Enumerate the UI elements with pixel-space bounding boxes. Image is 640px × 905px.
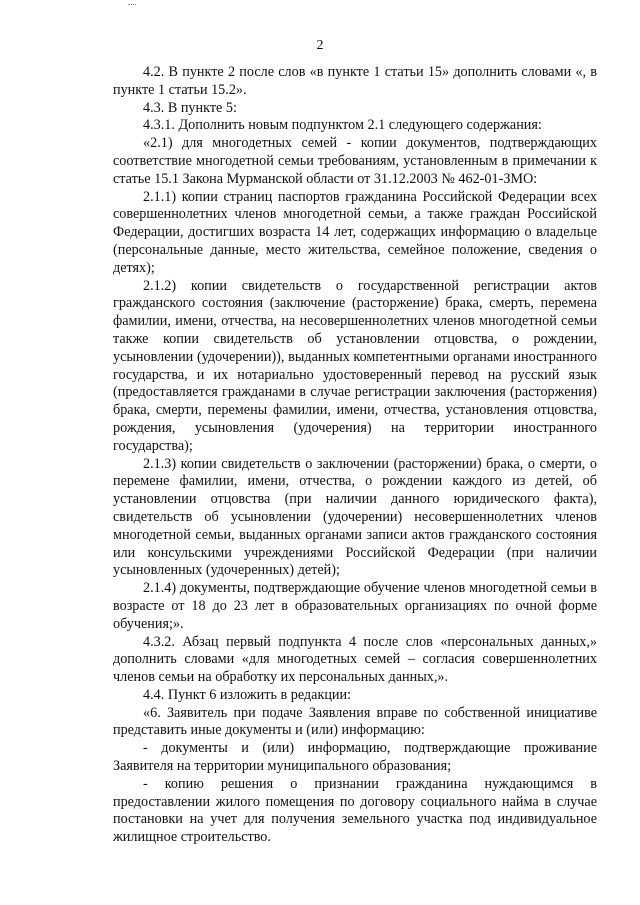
paragraph-4-4: 4.4. Пункт 6 изложить в редакции:: [143, 686, 352, 703]
paragraph-4-2: 4.2. В пункте 2 после слов «в пункте 1 статьи 15» дополнить словами «, в пункте 1 статьи 15.2».: [113, 64, 597, 98]
paragraph-2-1-3: 2.1.3) копии свидетельств о заключении (расторжении) брака, о смерти, о перемене фамилии, имени, отчества, о рождении каждого из детей, об установлении отцовства (при наличии данного юридического факта), свидетельств об усыновлении (удочерении) несовершеннолетних членов многодетной семьи, выданных органами записи актов гражданского состояния или консульскими учреждениями Российской Федерации (при наличии усыновленных (удочеренных) детей);: [113, 455, 597, 579]
paragraph-2-1-2: 2.1.2) копии свидетельств о государственной регистрации актов гражданского состояния (заключение (расторжение) брака, смерть, перемена фамилии, имени, отчества, на несовершеннолетних членов многодетной семьи также копии свидетельств об установлении отцовства, о рождении, усыновлении (удочерении)), выданных компетентными органами иностранного государства, и их нотариально удостоверенный перевод на русский язык (предоставляется гражданами в случае регистрации заключения (расторжения) брака, смерти, перемены фамилии, имени, отчества, установления отцовства, рождения, усыновления (удочерения) на территории иностранного государства);: [113, 277, 597, 454]
scan-artifact: [128, 4, 136, 8]
paragraph-4-3-2: 4.3.2. Абзац первый подпункта 4 после слов «персональных данных,» дополнить словами «для многодетных семей – согласия совершеннолетних членов семьи на обработку их персональных данных,».: [113, 633, 597, 686]
paragraph-2-1-1: 2.1.1) копии страниц паспортов гражданина Российской Федерации всех совершеннолетних членов многодетной семьи, а также граждан Российской Федерации, достигших возраста 14 лет, содержащих информацию о владельце (персональные данные, место жительства, семейное положение, сведения о детях);: [113, 188, 597, 276]
document-body: [113, 64, 597, 847]
paragraph-4-3: 4.3. В пункте 5:: [143, 99, 237, 116]
paragraph-2-1-4: 2.1.4) документы, подтверждающие обучение членов многодетной семьи в возрасте от 18 до 23 лет в образовательных организациях по очной форме обучения;».: [113, 580, 597, 632]
paragraph-6: «6. Заявитель при подаче Заявления вправе по собственной инициативе представить иные документы и (или) информацию:: [113, 704, 597, 739]
list-item-documents: - документы и (или) информацию, подтверждающие проживание Заявителя на территории муниципального образования;: [113, 740, 597, 775]
page-number: 2: [316, 38, 324, 53]
paragraph-2-1: «2.1) для многодетных семей - копии документов, подтверждающих соответствие многодетной семьи требованиям, установленным в примечании к статье 15.1 Закона Мурманской области от 31.12.2003 № 462-01-ЗМО:: [113, 135, 597, 187]
paragraph-4-3-1: 4.3.1. Дополнить новым подпунктом 2.1 следующего содержания:: [143, 117, 542, 134]
list-item-decision-copy: - копию решения о признании гражданина нуждающимся в предоставлении жилого помещения по договору социального найма в случае постановки на учет для получения земельного участка под индивидуальное жилищное строительство.: [113, 775, 597, 846]
